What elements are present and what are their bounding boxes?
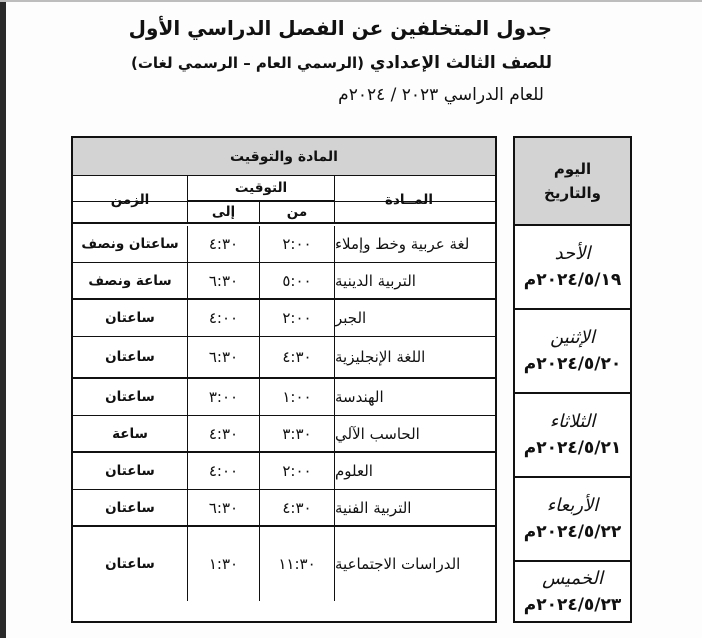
table-row: [73, 453, 495, 490]
day-name: الإثنين: [550, 327, 595, 348]
to-time-cell: ٤:٠٠: [188, 453, 260, 489]
subject-cell: التربية الفنية: [335, 498, 412, 517]
to-time-cell: ٦:٣٠: [188, 263, 260, 298]
to-header: إلى: [188, 202, 260, 222]
day-cell: [515, 394, 630, 478]
day-date-column: [513, 136, 632, 623]
day-cell: [515, 478, 630, 562]
day-header-line1: اليوم: [553, 160, 592, 178]
duration-header: الزمن: [73, 176, 188, 224]
subject-cell: العلوم: [335, 462, 373, 480]
timing-header: التوقيت: [188, 176, 335, 201]
day-date: ٢٠٢٤/٥/١٩م: [523, 270, 622, 290]
duration-cell: ساعتان: [73, 490, 188, 525]
to-time-cell: ٤:٣٠: [188, 416, 260, 451]
subject-cell: الحاسب الآلي: [335, 424, 420, 443]
duration-cell: ساعتان: [73, 453, 188, 489]
duration-cell: ساعتان: [73, 527, 188, 601]
table-row: [73, 337, 495, 379]
to-time-cell: ٦:٣٠: [188, 337, 260, 377]
day-name: الأحد: [554, 243, 591, 264]
table-row: [73, 490, 495, 527]
to-time-cell: ٦:٣٠: [188, 490, 260, 525]
table-group-header-row: [73, 138, 495, 176]
to-time-cell: ٤:٠٠: [188, 300, 260, 336]
from-header: من: [260, 202, 335, 222]
duration-cell: ساعتان: [73, 379, 188, 415]
from-time-cell: ٤:٣٠: [260, 337, 335, 377]
academic-year: للعام الدراسي ٢٠٢٣ / ٢٠٢٤م: [338, 85, 544, 105]
group-header: المادة والتوقيت: [230, 148, 338, 165]
document-header: [129, 14, 552, 108]
document-subtitle: [129, 50, 552, 76]
subject-cell: الجبر: [335, 309, 367, 327]
duration-cell: ساعتان: [73, 337, 188, 377]
page-top-edge: [0, 0, 702, 2]
day-cell: [515, 226, 630, 310]
table-subheader-row: [73, 202, 495, 224]
from-time-cell: ١:٠٠: [260, 379, 335, 415]
to-time-cell: ٤:٣٠: [188, 226, 260, 262]
document-title: جدول المتخلفين عن الفصل الدراسي الأول: [128, 16, 552, 40]
table-header-row: [73, 176, 495, 208]
table-row: [73, 263, 495, 300]
day-cell: [515, 310, 630, 394]
day-name: الخميس: [542, 567, 603, 589]
from-time-cell: ١١:٣٠: [260, 527, 335, 601]
day-header-line2: والتاريخ: [544, 184, 601, 202]
day-cell: [515, 562, 630, 621]
to-time-cell: ١:٣٠: [188, 527, 260, 601]
day-date: ٢٠٢٤/٥/٢٢م: [523, 522, 622, 542]
exam-schedule-table: [71, 136, 497, 623]
table-row: [73, 527, 495, 601]
table-row: [73, 416, 495, 453]
from-time-cell: ٢:٠٠: [260, 300, 335, 336]
subtitle-main: للصف الثالث الإعدادي: [369, 53, 552, 73]
from-time-cell: ٢:٠٠: [260, 226, 335, 262]
subject-cell: الدراسات الاجتماعية: [335, 555, 461, 573]
day-date: ٢٠٢٤/٥/٢١م: [523, 438, 622, 458]
from-time-cell: ٥:٠٠: [260, 263, 335, 298]
from-time-cell: ٢:٠٠: [260, 453, 335, 489]
from-time-cell: ٤:٣٠: [260, 490, 335, 525]
day-date: ٢٠٢٤/٥/٢٠م: [523, 354, 622, 374]
day-name: الثلاثاء: [549, 411, 596, 432]
day-name: الأربعاء: [546, 495, 599, 516]
duration-cell: ساعتان ونصف: [73, 226, 188, 262]
subtitle-paren: (الرسمي العام – الرسمي لغات): [131, 54, 364, 72]
subject-cell: التربية الدينية: [335, 271, 416, 290]
table-row: [73, 379, 495, 416]
day-date-header: [515, 138, 630, 226]
table-row: [73, 300, 495, 337]
page-edge: [0, 0, 6, 638]
to-time-cell: ٣:٠٠: [188, 379, 260, 415]
duration-cell: ساعتان: [73, 300, 188, 336]
table-row: [73, 226, 495, 263]
duration-cell: ساعة: [73, 416, 188, 451]
subject-cell: الهندسة: [335, 388, 384, 406]
subject-header: المــادة: [385, 192, 433, 208]
subject-cell: اللغة الإنجليزية: [335, 348, 426, 366]
subject-cell: لغة عربية وخط وإملاء: [335, 235, 470, 253]
from-time-cell: ٣:٣٠: [260, 416, 335, 451]
duration-cell: ساعة ونصف: [73, 263, 188, 298]
day-date: ٢٠٢٤/٥/٢٣م: [523, 594, 622, 615]
